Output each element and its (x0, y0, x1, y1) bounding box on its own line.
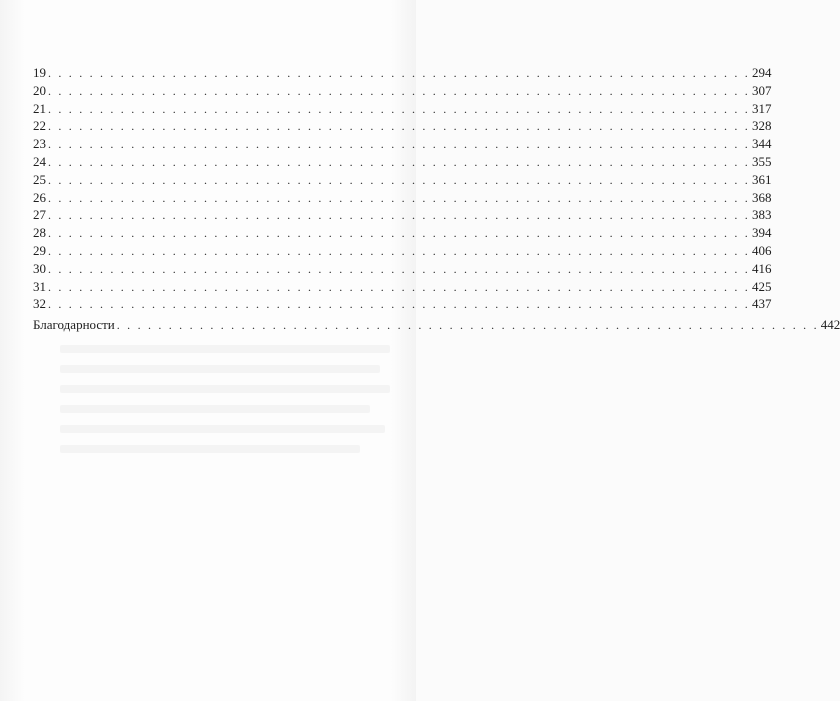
show-through-line (60, 445, 360, 453)
toc-entry-label: 23 (33, 136, 46, 152)
toc-entry-label: Благодарности (33, 317, 115, 333)
toc-entry (33, 100, 772, 118)
show-through-line (60, 345, 390, 353)
toc-leader-dots: . . . . . . . . . . . . . . . . . . . . . . . . . . . . . . . . . . . . . . . . . . . . . . . . . . . . . . . . . . . . . . . . . . . . (48, 119, 750, 134)
toc-entry (33, 64, 772, 82)
toc-entry-page-number: 361 (752, 171, 772, 187)
toc-entry-label: 26 (33, 189, 46, 205)
toc-entry-page-number: 437 (752, 296, 772, 312)
toc-leader-dots: . . . . . . . . . . . . . . . . . . . . . . . . . . . . . . . . . . . . . . . . . . . . . . . . . . . . . . . . . . . . . . . . . . . . (48, 154, 750, 169)
show-through-line (60, 365, 380, 373)
toc-entry (33, 206, 772, 224)
toc-entry-label: 27 (33, 207, 46, 223)
toc-entry-label: 28 (33, 225, 46, 241)
toc-leader-dots: . . . . . . . . . . . . . . . . . . . . . . . . . . . . . . . . . . . . . . . . . . . . . . . . . . . . . . . . . . . . . . . . . . . . (48, 261, 750, 276)
toc-entry-label: 30 (33, 260, 46, 276)
toc-leader-dots: . . . . . . . . . . . . . . . . . . . . . . . . . . . . . . . . . . . . . . . . . . . . . . . . . . . . . . . . . . . . . . . . . . . . (116, 318, 819, 333)
toc-leader-dots: . . . . . . . . . . . . . . . . . . . . . . . . . . . . . . . . . . . . . . . . . . . . . . . . . . . . . . . . . . . . . . . . . . . . (48, 137, 750, 152)
show-through-line (60, 425, 385, 433)
toc-entry (33, 260, 772, 278)
toc-entry (33, 135, 772, 153)
toc-entry-label: 31 (33, 278, 46, 294)
toc-entry-page-number: 442 (820, 317, 840, 333)
toc-entry-page-number: 344 (752, 136, 772, 152)
toc-leader-dots: . . . . . . . . . . . . . . . . . . . . . . . . . . . . . . . . . . . . . . . . . . . . . . . . . . . . . . . . . . . . . . . . . . . . (48, 243, 750, 258)
toc-entry-page-number: 383 (752, 207, 772, 223)
toc-leader-dots: . . . . . . . . . . . . . . . . . . . . . . . . . . . . . . . . . . . . . . . . . . . . . . . . . . . . . . . . . . . . . . . . . . . . (48, 101, 750, 116)
toc-leader-dots: . . . . . . . . . . . . . . . . . . . . . . . . . . . . . . . . . . . . . . . . . . . . . . . . . . . . . . . . . . . . . . . . . . . . (48, 172, 750, 187)
toc-leader-dots: . . . . . . . . . . . . . . . . . . . . . . . . . . . . . . . . . . . . . . . . . . . . . . . . . . . . . . . . . . . . . . . . . . . . (48, 297, 750, 312)
toc-entry-page-number: 406 (752, 242, 772, 258)
toc-entry-label: 25 (33, 171, 46, 187)
toc-entry (33, 117, 772, 135)
toc-entry-label: 21 (33, 100, 46, 116)
toc-entry-label: 29 (33, 242, 46, 258)
toc-entry-page-number: 317 (752, 100, 772, 116)
toc-entry-label: 19 (33, 65, 46, 80)
toc-entry-label: 22 (33, 118, 46, 134)
toc-entry (33, 171, 772, 189)
toc-leader-dots: . . . . . . . . . . . . . . . . . . . . . . . . . . . . . . . . . . . . . . . . . . . . . . . . . . . . . . . . . . . . . . . . . . . . (48, 226, 750, 241)
toc-leader-dots: . . . . . . . . . . . . . . . . . . . . . . . . . . . . . . . . . . . . . . . . . . . . . . . . . . . . . . . . . . . . . . . . . . . . (48, 190, 750, 205)
toc-entry-page-number: 416 (752, 260, 772, 276)
toc-entry (33, 189, 772, 207)
toc-entry-label: 24 (33, 153, 46, 169)
toc-leader-dots: . . . . . . . . . . . . . . . . . . . . . . . . . . . . . . . . . . . . . . . . . . . . . . . . . . . . . . . . . . . . . . . . . . . . (48, 208, 750, 223)
toc-entry (33, 316, 840, 334)
toc-leader-dots: . . . . . . . . . . . . . . . . . . . . . . . . . . . . . . . . . . . . . . . . . . . . . . . . . . . . . . . . . . . . . . . . . . . . (48, 279, 750, 294)
toc-entry-page-number: 294 (752, 65, 772, 80)
show-through-line (60, 405, 370, 413)
toc-entry-page-number: 307 (752, 82, 772, 98)
toc-entry-label: 20 (33, 82, 46, 98)
toc-entry (33, 153, 772, 171)
toc-entry (33, 224, 772, 242)
show-through-line (60, 385, 390, 393)
toc-entry (33, 278, 772, 296)
table-of-contents (33, 64, 840, 334)
toc-entry-page-number: 368 (752, 189, 772, 205)
toc-entry (33, 242, 772, 260)
toc-entry-label: 32 (33, 296, 46, 312)
toc-entry-page-number: 425 (752, 278, 772, 294)
toc-entry-page-number: 355 (752, 153, 772, 169)
toc-entry-page-number: 394 (752, 225, 772, 241)
toc-entry-page-number: 328 (752, 118, 772, 134)
toc-entry (33, 82, 772, 100)
toc-entry (33, 295, 772, 313)
toc-leader-dots: . . . . . . . . . . . . . . . . . . . . . . . . . . . . . . . . . . . . . . . . . . . . . . . . . . . . . . . . . . . . . . . . . . . . (48, 66, 750, 80)
toc-leader-dots: . . . . . . . . . . . . . . . . . . . . . . . . . . . . . . . . . . . . . . . . . . . . . . . . . . . . . . . . . . . . . . . . . . . . (48, 83, 750, 98)
